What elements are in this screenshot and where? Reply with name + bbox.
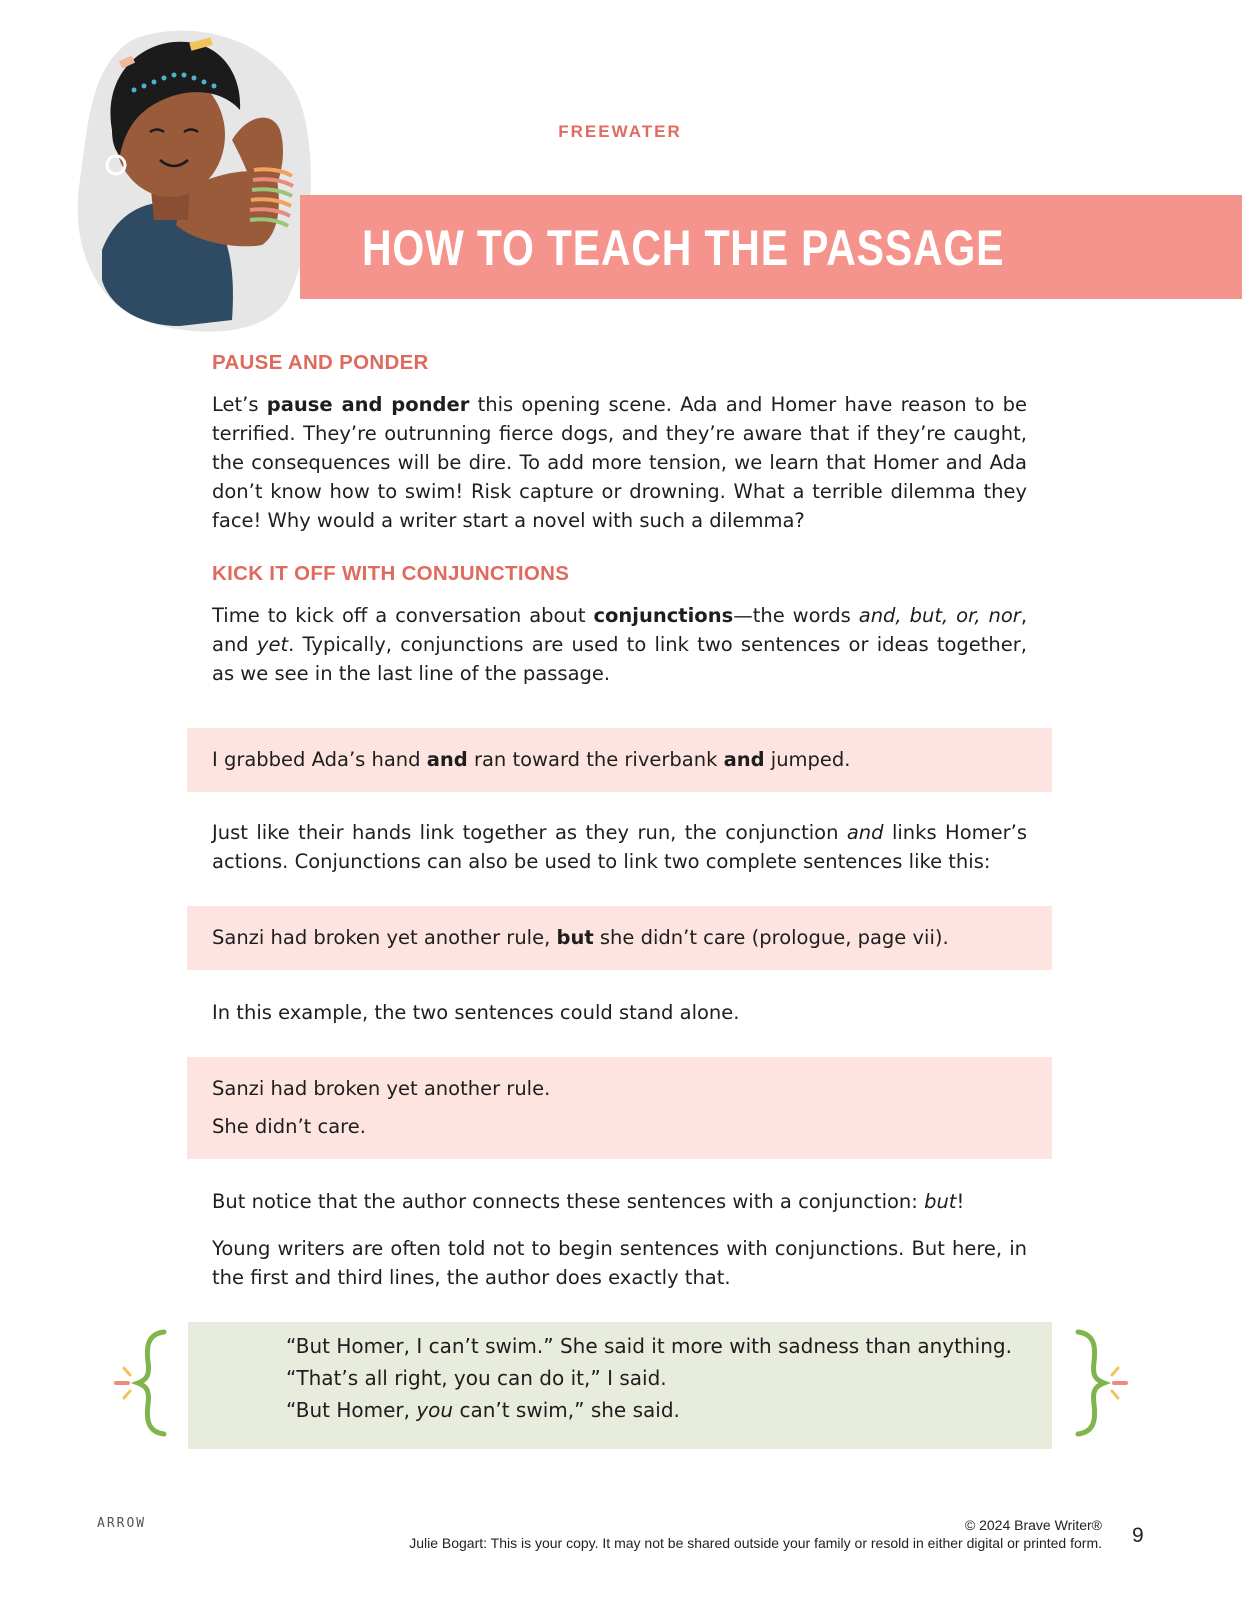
quote-line-1: “But Homer, I can’t swim.” She said it more with sadness than anything.: [286, 1334, 1012, 1358]
curly-brace-left-icon: [112, 1328, 182, 1438]
paragraph-young-writers: Young writers are often told not to begin sentences with conjunctions. But here, in the first and third lines, the author does exactly that.: [212, 1237, 1027, 1289]
footer-notice: Julie Bogart: This is your copy. It may not be shared outside your family or resold in either digital or printed form.: [409, 1535, 1102, 1551]
text: jumped.: [764, 748, 851, 771]
text: links Homer’s actions. Conjunctions can also be used to link two complete sentences like this:: [212, 821, 1027, 873]
paragraph-hands-link: [212, 818, 1027, 876]
italic-text: and, but, or, nor: [858, 604, 1021, 627]
text: Sanzi had broken yet another rule,: [212, 926, 557, 949]
section-heading-conjunctions: KICK IT OFF WITH CONJUNCTIONS: [212, 562, 570, 585]
italic-text: yet: [256, 633, 289, 656]
text: But notice that the author connects these sentences with a conjunction:: [212, 1190, 925, 1213]
example-sentence-1: Sanzi had broken yet another rule.: [212, 1077, 551, 1100]
paragraph-notice-author: [212, 1187, 1027, 1216]
bold-text: but: [556, 926, 594, 949]
quote-line-2: “That’s all right, you can do it,” I said.: [286, 1366, 667, 1390]
text: Just like their hands link together as they run, the conjunction: [212, 821, 847, 844]
text: “But Homer,: [286, 1398, 417, 1422]
footer-logo: ARROW: [97, 1516, 147, 1531]
paragraph-stand-alone: In this example, the two sentences could stand alone.: [212, 1001, 740, 1024]
bold-text: and: [723, 748, 765, 771]
page-number: 9: [1132, 1524, 1144, 1547]
footer-copyright: © 2024 Brave Writer®: [964, 1517, 1102, 1533]
bold-text: pause and ponder: [266, 393, 470, 416]
italic-text: and: [846, 821, 884, 844]
series-title: FREEWATER: [558, 122, 682, 141]
example-box-1: [187, 728, 1052, 792]
page-title: HOW TO TEACH THE PASSAGE: [362, 220, 1005, 276]
example-box-2: [187, 906, 1052, 970]
bold-text: conjunctions: [593, 604, 734, 627]
example-box-3: [187, 1057, 1052, 1159]
text: !: [956, 1190, 965, 1213]
example-sentence: [212, 923, 949, 952]
curly-brace-right-icon: [1060, 1328, 1130, 1438]
quote-line-3: [286, 1396, 680, 1424]
quote-box: [188, 1322, 1052, 1449]
example-sentence-2: She didn’t care.: [212, 1115, 366, 1138]
section-heading-pause-and-ponder: PAUSE AND PONDER: [212, 351, 429, 374]
text: I grabbed Ada’s hand: [212, 748, 427, 771]
text: —the words: [733, 604, 859, 627]
text: . Typically, conjunctions are used to link two sentences or ideas together, as we see in the last line of the passage.: [212, 633, 1027, 685]
paragraph-pause-and-ponder: [212, 390, 1027, 535]
paragraph-conjunctions-intro: [212, 601, 1027, 688]
example-sentence: [212, 745, 851, 774]
text: this opening scene. Ada and Homer have reason to be terrified. They’re outrunning fierce dogs, and they’re aware that if they’re caught, the consequences will be dire. To add more tension, we learn that Homer and Ada don’t know how to swim! Risk capture or drowning. What a terrible dilemma they face! Why would a writer start a novel with such a dilemma?: [212, 393, 1027, 532]
girl-flexing-illustration: [72, 20, 322, 340]
text: can’t swim,” she said.: [453, 1398, 680, 1422]
text: she didn’t care (prologue, page vii).: [593, 926, 949, 949]
italic-text: but: [924, 1190, 957, 1213]
text: ran toward the riverbank: [467, 748, 724, 771]
text: , and: [212, 604, 1028, 656]
text: Time to kick off a conversation about: [212, 604, 594, 627]
text: Let’s: [212, 393, 267, 416]
italic-text: you: [416, 1398, 454, 1422]
bold-text: and: [426, 748, 468, 771]
